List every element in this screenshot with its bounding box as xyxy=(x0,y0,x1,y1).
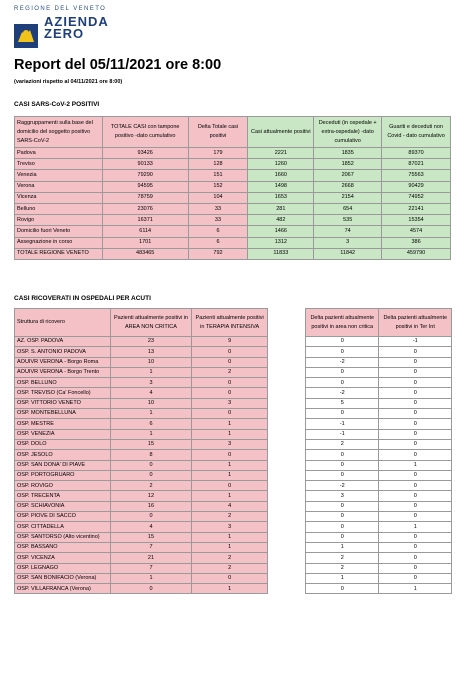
table-cell: OSP. BASSANO xyxy=(15,542,111,552)
table-cell: Domicilio fuori Veneto xyxy=(15,226,103,237)
table-cell: Vicenza xyxy=(15,192,103,203)
table-row xyxy=(306,429,452,439)
table-cell: Rovigo xyxy=(15,215,103,226)
table-row xyxy=(306,378,452,388)
table-row xyxy=(15,409,268,419)
table-row xyxy=(306,501,452,511)
table-cell: Venezia xyxy=(15,170,103,181)
table-cell: 0 xyxy=(306,409,379,419)
table-cell: 1 xyxy=(110,367,192,377)
table-cell: 23 xyxy=(110,337,192,347)
table-cell: 93426 xyxy=(102,148,188,159)
table-cell: 33 xyxy=(188,203,248,214)
table-cell: 0 xyxy=(379,563,452,573)
table-cell: OSP. MESTRE xyxy=(15,419,111,429)
table-cell: 1466 xyxy=(248,226,314,237)
table-row xyxy=(15,563,268,573)
table-cell: OSP. PIOVE DI SACCO xyxy=(15,512,111,522)
ricoverati-header-cell: Pazienti attualmente positivi in AREA NON CRITICA xyxy=(110,309,192,337)
table-cell: 0 xyxy=(379,367,452,377)
table-cell: 0 xyxy=(379,491,452,501)
table-cell: 2154 xyxy=(314,192,382,203)
table-row xyxy=(15,388,268,398)
table-row xyxy=(15,522,268,532)
table-cell: 0 xyxy=(192,357,268,367)
ricoverati-section-title: CASI RICOVERATI IN OSPEDALI PER ACUTI xyxy=(14,295,151,302)
delta-header-cell: Delta pazienti attualmente positivi in area non critica xyxy=(306,309,379,337)
table-cell: Assegnazione in corso xyxy=(15,237,103,248)
table-cell: 0 xyxy=(379,409,452,419)
table-row xyxy=(15,170,451,181)
table-row xyxy=(306,439,452,449)
table-row xyxy=(15,367,268,377)
table-cell: 15354 xyxy=(382,215,451,226)
table-cell: 0 xyxy=(110,470,192,480)
table-cell: 3 xyxy=(192,398,268,408)
table-cell: 6 xyxy=(188,237,248,248)
table-cell: OSP. BELLUNO xyxy=(15,378,111,388)
table-cell: 0 xyxy=(306,378,379,388)
table-cell: 87021 xyxy=(382,159,451,170)
table-cell: OSP. SAN BONIFACIO (Verona) xyxy=(15,573,111,583)
table-cell: 1 xyxy=(192,532,268,542)
table-cell: OSP. SCHIAVONIA xyxy=(15,501,111,511)
table-cell: 0 xyxy=(306,337,379,347)
table-cell: 6 xyxy=(188,226,248,237)
table-cell: OSP. VICENZA xyxy=(15,553,111,563)
table-cell: 33 xyxy=(188,215,248,226)
table-cell: 0 xyxy=(306,460,379,470)
report-subtitle: (variazioni rispetto al 04/11/2021 ore 8:00) xyxy=(14,79,123,85)
table-cell: 0 xyxy=(306,501,379,511)
table-cell: 128 xyxy=(188,159,248,170)
table-cell: 3 xyxy=(314,237,382,248)
table-cell: AOUIVR VERONA - Borgo Roma xyxy=(15,357,111,367)
table-cell: Verona xyxy=(15,181,103,192)
table-cell: -2 xyxy=(306,481,379,491)
table-cell: 0 xyxy=(306,367,379,377)
table-cell: OSP. CITTADELLA xyxy=(15,522,111,532)
table-cell: 1 xyxy=(379,522,452,532)
table-cell: 152 xyxy=(188,181,248,192)
table-cell: 16371 xyxy=(102,215,188,226)
table-row xyxy=(15,237,451,248)
table-cell: 4 xyxy=(192,501,268,511)
table-row xyxy=(15,532,268,542)
table-cell: 0 xyxy=(192,347,268,357)
table-row xyxy=(306,388,452,398)
table-cell: OSP. S. ANTONIO PADOVA xyxy=(15,347,111,357)
table-row xyxy=(15,450,268,460)
table-row xyxy=(15,481,268,491)
table-cell: 10 xyxy=(110,398,192,408)
table-row xyxy=(306,460,452,470)
brand-line-1: AZIENDA xyxy=(44,14,109,29)
table-cell: 90429 xyxy=(382,181,451,192)
table-row xyxy=(306,491,452,501)
table-cell: 7 xyxy=(110,542,192,552)
table-row xyxy=(15,573,268,583)
table-cell: 1 xyxy=(110,573,192,583)
table-cell: 0 xyxy=(379,450,452,460)
table-cell: 90133 xyxy=(102,159,188,170)
table-cell: 10 xyxy=(110,357,192,367)
table-cell: 13 xyxy=(110,347,192,357)
table-cell: 104 xyxy=(188,192,248,203)
table-cell: 0 xyxy=(379,388,452,398)
table-cell: 11833 xyxy=(248,248,314,259)
table-cell: -2 xyxy=(306,388,379,398)
table-cell: 3 xyxy=(192,522,268,532)
table-row xyxy=(306,357,452,367)
table-cell: OSP. TREVISO (Ca' Foncello) xyxy=(15,388,111,398)
table-cell: 22141 xyxy=(382,203,451,214)
table-cell: 0 xyxy=(192,388,268,398)
table-cell: OSP. PORTOGRUARO xyxy=(15,470,111,480)
table-cell: 1653 xyxy=(248,192,314,203)
table-row xyxy=(15,542,268,552)
table-cell: 0 xyxy=(306,470,379,480)
table-row xyxy=(306,553,452,563)
table-cell: -2 xyxy=(306,357,379,367)
table-cell: 74952 xyxy=(382,192,451,203)
table-row xyxy=(15,512,268,522)
table-cell: 1 xyxy=(192,542,268,552)
table-cell: 74 xyxy=(314,226,382,237)
table-row xyxy=(15,203,451,214)
table-cell: 9 xyxy=(192,337,268,347)
delta-header-cell: Delta pazienti attualmente positivi in Ter Int xyxy=(379,309,452,337)
table-cell: 89370 xyxy=(382,148,451,159)
table-cell: 1312 xyxy=(248,237,314,248)
table-cell: 2 xyxy=(192,553,268,563)
table-cell: OSP. DOLO xyxy=(15,439,111,449)
table-cell: Treviso xyxy=(15,159,103,170)
table-row xyxy=(15,429,268,439)
table-cell: 7 xyxy=(110,563,192,573)
table-cell: OSP. LEGNAGO xyxy=(15,563,111,573)
table-row xyxy=(306,347,452,357)
table-row xyxy=(306,522,452,532)
table-cell: 0 xyxy=(379,398,452,408)
table-cell: AZ. OSP. PADOVA xyxy=(15,337,111,347)
table-cell: 0 xyxy=(379,470,452,480)
table-cell: 0 xyxy=(306,512,379,522)
table-cell: 483465 xyxy=(102,248,188,259)
table-cell: 1 xyxy=(379,460,452,470)
table-cell: 179 xyxy=(188,148,248,159)
table-cell: 23076 xyxy=(102,203,188,214)
table-row xyxy=(15,226,451,237)
table-cell: 16 xyxy=(110,501,192,511)
table-cell: 1 xyxy=(192,470,268,480)
table-cell: 15 xyxy=(110,532,192,542)
table-row xyxy=(15,398,268,408)
positivi-header-cell: Guariti e deceduti non Covid - dato cumulativo xyxy=(382,117,451,148)
table-cell: -1 xyxy=(306,429,379,439)
table-cell: 1852 xyxy=(314,159,382,170)
table-row xyxy=(15,357,268,367)
table-cell: 0 xyxy=(306,450,379,460)
positivi-table xyxy=(14,116,451,260)
table-row xyxy=(15,501,268,511)
table-cell: 1835 xyxy=(314,148,382,159)
positivi-header-cell: Deceduti (in ospedale + extra-ospedale) -dato cumulativo xyxy=(314,117,382,148)
table-cell: 1 xyxy=(192,429,268,439)
table-row xyxy=(15,159,451,170)
table-cell: AOUIVR VERONA - Borgo Trento xyxy=(15,367,111,377)
table-row xyxy=(306,470,452,480)
table-cell: 0 xyxy=(379,542,452,552)
table-cell: Padova xyxy=(15,148,103,159)
table-cell: 78759 xyxy=(102,192,188,203)
table-cell: 0 xyxy=(379,429,452,439)
region-label: REGIONE DEL VENETO xyxy=(14,6,107,12)
table-cell: 0 xyxy=(379,419,452,429)
table-row xyxy=(15,378,268,388)
table-cell: TOTALE REGIONE VENETO xyxy=(15,248,103,259)
table-cell: 2 xyxy=(306,563,379,573)
table-cell: 2 xyxy=(306,439,379,449)
positivi-header-cell: Delta Totale casi positivi xyxy=(188,117,248,148)
lion-logo-icon xyxy=(14,24,38,48)
table-cell: 6114 xyxy=(102,226,188,237)
table-row xyxy=(306,512,452,522)
table-cell: OSP. TRECENTA xyxy=(15,491,111,501)
table-cell: 4 xyxy=(110,522,192,532)
table-cell: 1498 xyxy=(248,181,314,192)
table-cell: 4 xyxy=(110,388,192,398)
table-cell: 5 xyxy=(306,398,379,408)
table-cell: 792 xyxy=(188,248,248,259)
table-row xyxy=(15,491,268,501)
table-cell: 94595 xyxy=(102,181,188,192)
table-cell: 0 xyxy=(379,573,452,583)
table-row xyxy=(306,337,452,347)
table-cell: OSP. VENEZIA xyxy=(15,429,111,439)
table-cell: 1 xyxy=(306,573,379,583)
table-cell: 2067 xyxy=(314,170,382,181)
table-cell: 0 xyxy=(110,512,192,522)
table-cell: 12 xyxy=(110,491,192,501)
table-cell: 0 xyxy=(192,409,268,419)
table-row xyxy=(15,347,268,357)
table-cell: 1 xyxy=(192,584,268,594)
brand-logo xyxy=(44,16,109,40)
table-cell: 2668 xyxy=(314,181,382,192)
table-cell: 2 xyxy=(110,481,192,491)
positivi-header-cell: TOTALE CASI con tampone positivo -dato cumulativo xyxy=(102,117,188,148)
table-cell: 75563 xyxy=(382,170,451,181)
table-cell: 0 xyxy=(306,522,379,532)
table-cell: 0 xyxy=(192,481,268,491)
table-row xyxy=(15,148,451,159)
table-cell: 281 xyxy=(248,203,314,214)
ricoverati-header-cell: Pazienti attualmente positivi in TERAPIA INTENSIVA xyxy=(192,309,268,337)
table-cell: 0 xyxy=(192,573,268,583)
table-cell: 2 xyxy=(192,512,268,522)
table-row xyxy=(15,181,451,192)
table-cell: OSP. SANTORSO (Alto vicentino) xyxy=(15,532,111,542)
table-row xyxy=(15,460,268,470)
table-cell: 0 xyxy=(379,357,452,367)
table-cell: 0 xyxy=(192,378,268,388)
table-row xyxy=(15,470,268,480)
table-cell: 21 xyxy=(110,553,192,563)
report-title: Report del 05/11/2021 ore 8:00 xyxy=(14,57,222,73)
table-cell: 0 xyxy=(306,347,379,357)
table-cell: 0 xyxy=(379,439,452,449)
table-cell: 0 xyxy=(110,460,192,470)
table-cell: 654 xyxy=(314,203,382,214)
delta-table xyxy=(305,308,452,594)
table-cell: 79290 xyxy=(102,170,188,181)
table-cell: 0 xyxy=(306,584,379,594)
table-row xyxy=(306,542,452,552)
ricoverati-table xyxy=(14,308,268,594)
table-cell: 11842 xyxy=(314,248,382,259)
table-row xyxy=(306,573,452,583)
table-cell: OSP. SAN DONA' DI PIAVE xyxy=(15,460,111,470)
table-row xyxy=(15,215,451,226)
table-row xyxy=(306,481,452,491)
table-cell: 1 xyxy=(379,584,452,594)
table-cell: 1260 xyxy=(248,159,314,170)
positivi-section-title: CASI SARS-CoV-2 POSITIVI xyxy=(14,101,100,108)
table-cell: 1 xyxy=(306,542,379,552)
table-cell: OSP. VITTORIO VENETO xyxy=(15,398,111,408)
table-row xyxy=(306,398,452,408)
table-cell: 0 xyxy=(110,584,192,594)
positivi-header-cell: Raggruppamenti sulla base del domicilio del soggetto positivo SARS-CoV-2 xyxy=(15,117,103,148)
positivi-header-cell: Casi attualmente positivi xyxy=(248,117,314,148)
table-cell: 3 xyxy=(192,439,268,449)
table-cell: 1 xyxy=(110,409,192,419)
table-cell: 6 xyxy=(110,419,192,429)
table-cell: 535 xyxy=(314,215,382,226)
table-cell: 8 xyxy=(110,450,192,460)
table-cell: 0 xyxy=(379,481,452,491)
table-cell: 0 xyxy=(306,532,379,542)
table-row xyxy=(15,584,268,594)
table-cell: 0 xyxy=(379,378,452,388)
table-row xyxy=(15,553,268,563)
table-row xyxy=(306,450,452,460)
table-cell: 0 xyxy=(379,501,452,511)
table-cell: 2 xyxy=(306,553,379,563)
table-cell: OSP. VILLAFRANCA (Verona) xyxy=(15,584,111,594)
table-cell: 1701 xyxy=(102,237,188,248)
table-cell: 0 xyxy=(379,512,452,522)
table-row xyxy=(306,409,452,419)
table-cell: -1 xyxy=(306,419,379,429)
table-row xyxy=(15,337,268,347)
table-row xyxy=(15,419,268,429)
table-cell: 0 xyxy=(192,450,268,460)
table-cell: 1 xyxy=(192,491,268,501)
table-cell: 1660 xyxy=(248,170,314,181)
table-cell: 15 xyxy=(110,439,192,449)
table-cell: 2 xyxy=(192,367,268,377)
table-row xyxy=(306,532,452,542)
table-cell: 1 xyxy=(192,419,268,429)
table-cell: 482 xyxy=(248,215,314,226)
table-cell: 0 xyxy=(379,532,452,542)
ricoverati-header-cell: Struttura di ricovero xyxy=(15,309,111,337)
table-cell: 2221 xyxy=(248,148,314,159)
table-row xyxy=(15,192,451,203)
table-cell: 4574 xyxy=(382,226,451,237)
table-cell: OSP. JESOLO xyxy=(15,450,111,460)
table-cell: 2 xyxy=(192,563,268,573)
table-cell: 3 xyxy=(306,491,379,501)
table-cell: OSP. MONTEBELLUNA xyxy=(15,409,111,419)
table-cell: OSP. ROVIGO xyxy=(15,481,111,491)
table-cell: 3 xyxy=(110,378,192,388)
table-row xyxy=(306,419,452,429)
table-cell: 0 xyxy=(379,347,452,357)
table-row xyxy=(15,248,451,259)
table-cell: Belluno xyxy=(15,203,103,214)
brand-line-2: ZERO xyxy=(44,26,85,41)
table-row xyxy=(306,563,452,573)
table-cell: 1 xyxy=(192,460,268,470)
table-cell: 459790 xyxy=(382,248,451,259)
table-row xyxy=(306,584,452,594)
table-cell: 0 xyxy=(379,553,452,563)
table-row xyxy=(306,367,452,377)
table-cell: 151 xyxy=(188,170,248,181)
table-row xyxy=(15,439,268,449)
table-cell: -1 xyxy=(379,337,452,347)
table-cell: 386 xyxy=(382,237,451,248)
table-cell: 1 xyxy=(110,429,192,439)
